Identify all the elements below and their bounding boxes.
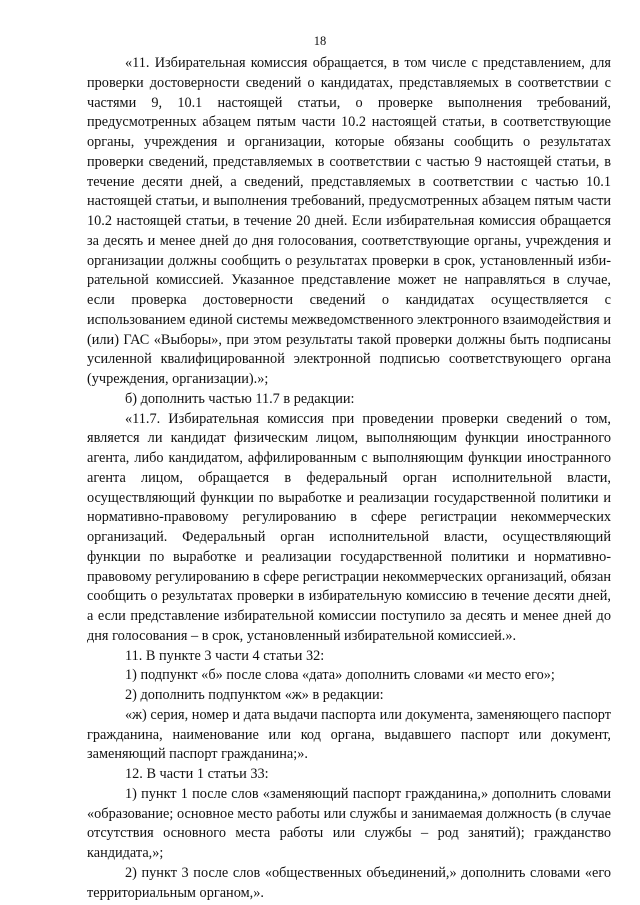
paragraph-point-12: 12. В части 1 статьи 33: (125, 766, 269, 782)
paragraph-point-12-item-2: 2) пункт 3 после слов «общественных объединений,» дополнить словами «его территориальным органом,». (87, 864, 611, 901)
paragraph-point-11: 11. В пункте 3 части 4 статьи 32: (125, 647, 325, 664)
document-body (87, 54, 611, 903)
paragraph-subpoint-2: 2) дополнить подпунктом «ж» в редакции: (125, 687, 384, 703)
paragraph-item-b: б) дополнить частью 11.7 в редакции: (125, 390, 355, 407)
paragraph-point-12-item-1: 1) пункт 1 после слов «заменяющий паспорт гражданина,» дополнить словами «образование; основное место работы или службы и занимаемая должность (в случае отсутствия основного места работы или службы – род занятий); гражданство кандидата,»; (87, 785, 611, 861)
paragraph-clause-11-7: «11.7. Избирательная комиссия при проведении проверки сведений о том, является ли кандидат физическим лицом, выполняющим функции иностранного агента, либо кандидатом, аффилированным с выполняющим функции иностранного агента лицом, обращается в федеральный орган исполнительной власти, осуществляющий функции по выработке и реализации государственной политики и нормативно-правовому регулированию в сфере регистрации некоммерческих организаций. Федеральный орган исполнительной власти, осуществляющий функции по выработке и реализации государственной политики и нормативно-правовому регулированию в сфере регистрации некоммерческих организаций, обязан сообщить о результатах проверки в избирательную комиссию в течение десяти дней, а если представление избирательной комиссии поступило за десять и менее дней до дня голосования – в срок, установленный избирательной комиссией.». (87, 410, 611, 644)
paragraph-subpoint-zh: «ж) серия, номер и дата выдачи паспорта или документа, заменяющего паспорт гражданина, наименование или код органа, выдавшего паспорт или документ, заменяющий паспорт гражданина;». (87, 706, 611, 763)
page-number: 18 (313, 34, 327, 48)
paragraph-clause-11: «11. Избирательная комиссия обращается, в том числе с представлением, для проверки достоверности сведений о кандидатах, представляемых в соответствии с частями 9, 10.1 настоящей статьи, о проверке выполнения требований, предусмотренных абзацем пятым части 10.2 настоящей статьи, в соответствующие органы, учреждения и организации, которые обязаны сообщить о результатах проверки сведений, представляемых в соответствии с частью 9 настоящей статьи, в течение десяти дней, а сведений, представляемых в соответствии с частью 10.1 настоящей статьи, и выполнения требований, предусмотренных абзацем пятым части 10.2 настоящей статьи, в течение 20 дней. Если избирательная комиссия обращается за десять и менее дней до дня голосования, соответствующие органы, учреждения и организации должны сообщить о результатах проверки в срок, установленный избирательной комиссией. Указанное представление может не направляться в случае, если проверка достоверности сведений о кандидатах осуществляется с использованием единой системы межведомственного электронного взаимодействия и (или) ГАС «Выборы», при этом результаты такой проверки должны быть подписаны усиленной квалифицированной электронной подписью соответствующего органа (учреждения, организации).»; (87, 55, 611, 387)
paragraph-subpoint-1: 1) подпункт «б» после слова «дата» дополнить словами «и место его»; (125, 667, 555, 684)
